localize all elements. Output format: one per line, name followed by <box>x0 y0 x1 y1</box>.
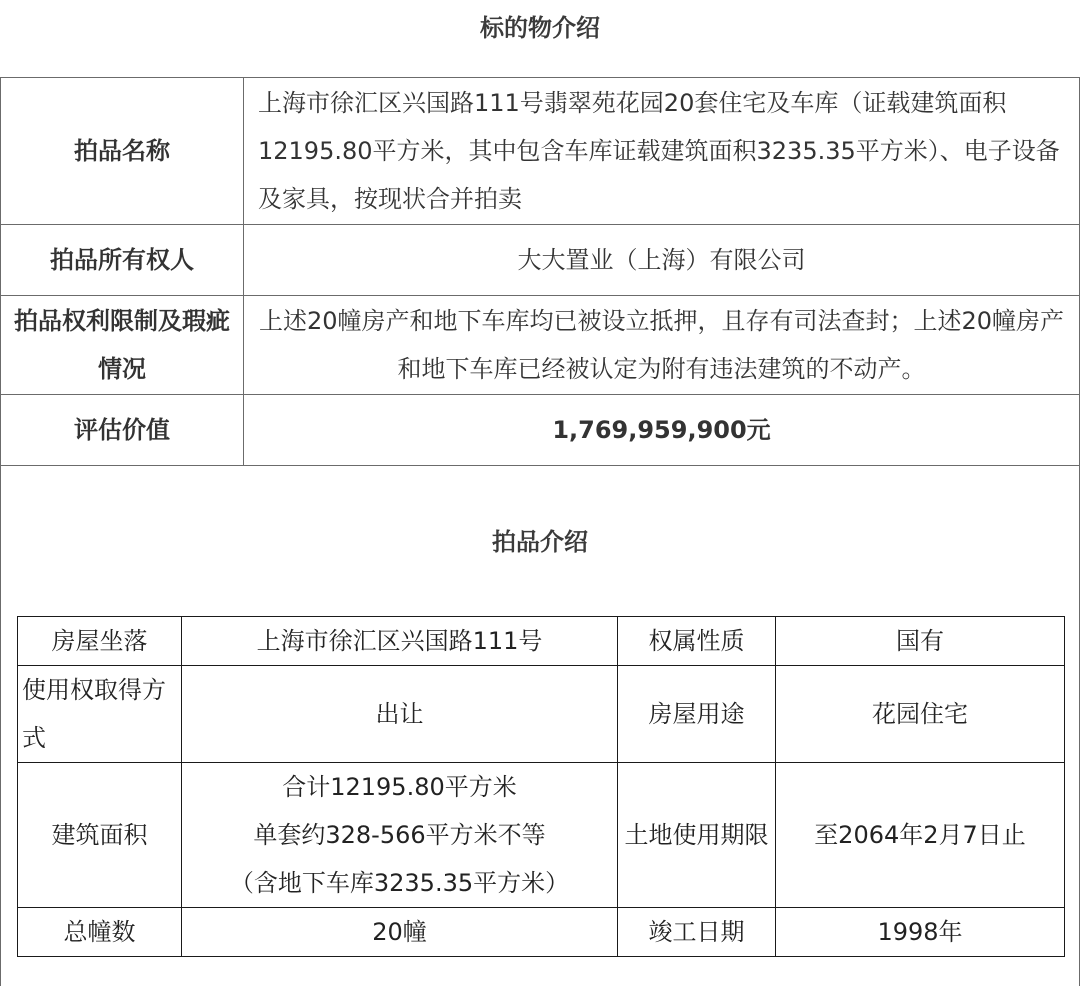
table-row <box>1 296 1080 395</box>
lot-detail-table <box>17 616 1065 957</box>
value-rights-restrictions: 上述20幢房产和地下车库均已被设立抵押，且存有司法查封；上述20幢房产和地下车库已经被认定为附有违法建筑的不动产。 <box>244 296 1080 395</box>
value-land-use-term: 至2064年2月7日止 <box>776 763 1065 908</box>
table-row <box>1 395 1080 466</box>
floor-area-line-garage: （含地下车库3235.35平方米） <box>229 869 570 897</box>
value-completion-date: 1998年 <box>776 908 1065 957</box>
label-house-usage: 房屋用途 <box>618 666 776 763</box>
table-row <box>1 225 1080 296</box>
label-lot-owner: 拍品所有权人 <box>1 225 244 296</box>
value-appraised-value: 1,769,959,900元 <box>244 395 1080 466</box>
label-land-use-term: 土地使用期限 <box>618 763 776 908</box>
section-title-subject: 标的物介绍 <box>480 14 600 42</box>
floor-area-line-total: 合计12195.80平方米 <box>282 773 517 801</box>
label-completion-date: 竣工日期 <box>618 908 776 957</box>
label-lot-name: 拍品名称 <box>1 78 244 225</box>
section-title-lot-intro: 拍品介绍 <box>492 528 588 556</box>
value-lot-owner: 大大置业（上海）有限公司 <box>244 225 1080 296</box>
value-lot-name: 上海市徐汇区兴国路111号翡翠苑花园20套住宅及车库（证载建筑面积12195.80平方米，其中包含车库证载建筑面积3235.35平方米）、电子设备及家具，按现状合并拍卖 <box>244 78 1080 225</box>
value-building-count: 20幢 <box>182 908 618 957</box>
label-rights-restrictions: 拍品权利限制及瑕疵情况 <box>1 296 244 395</box>
table-row <box>1 78 1080 225</box>
label-building-count: 总幢数 <box>18 908 182 957</box>
label-floor-area: 建筑面积 <box>18 763 182 908</box>
table-row <box>18 763 1065 908</box>
table-row <box>18 908 1065 957</box>
label-location: 房屋坐落 <box>18 617 182 666</box>
value-house-usage: 花园住宅 <box>776 666 1065 763</box>
label-acquisition-method: 使用权取得方式 <box>18 666 182 763</box>
label-appraised-value: 评估价值 <box>1 395 244 466</box>
value-acquisition-method: 出让 <box>182 666 618 763</box>
value-location: 上海市徐汇区兴国路111号 <box>182 617 618 666</box>
table-row <box>18 666 1065 763</box>
table-row <box>18 617 1065 666</box>
value-ownership-type: 国有 <box>776 617 1065 666</box>
value-floor-area <box>182 763 618 908</box>
subject-info-table <box>0 77 1080 466</box>
label-ownership-type: 权属性质 <box>618 617 776 666</box>
floor-area-line-unit: 单套约328-566平方米不等 <box>253 821 546 849</box>
